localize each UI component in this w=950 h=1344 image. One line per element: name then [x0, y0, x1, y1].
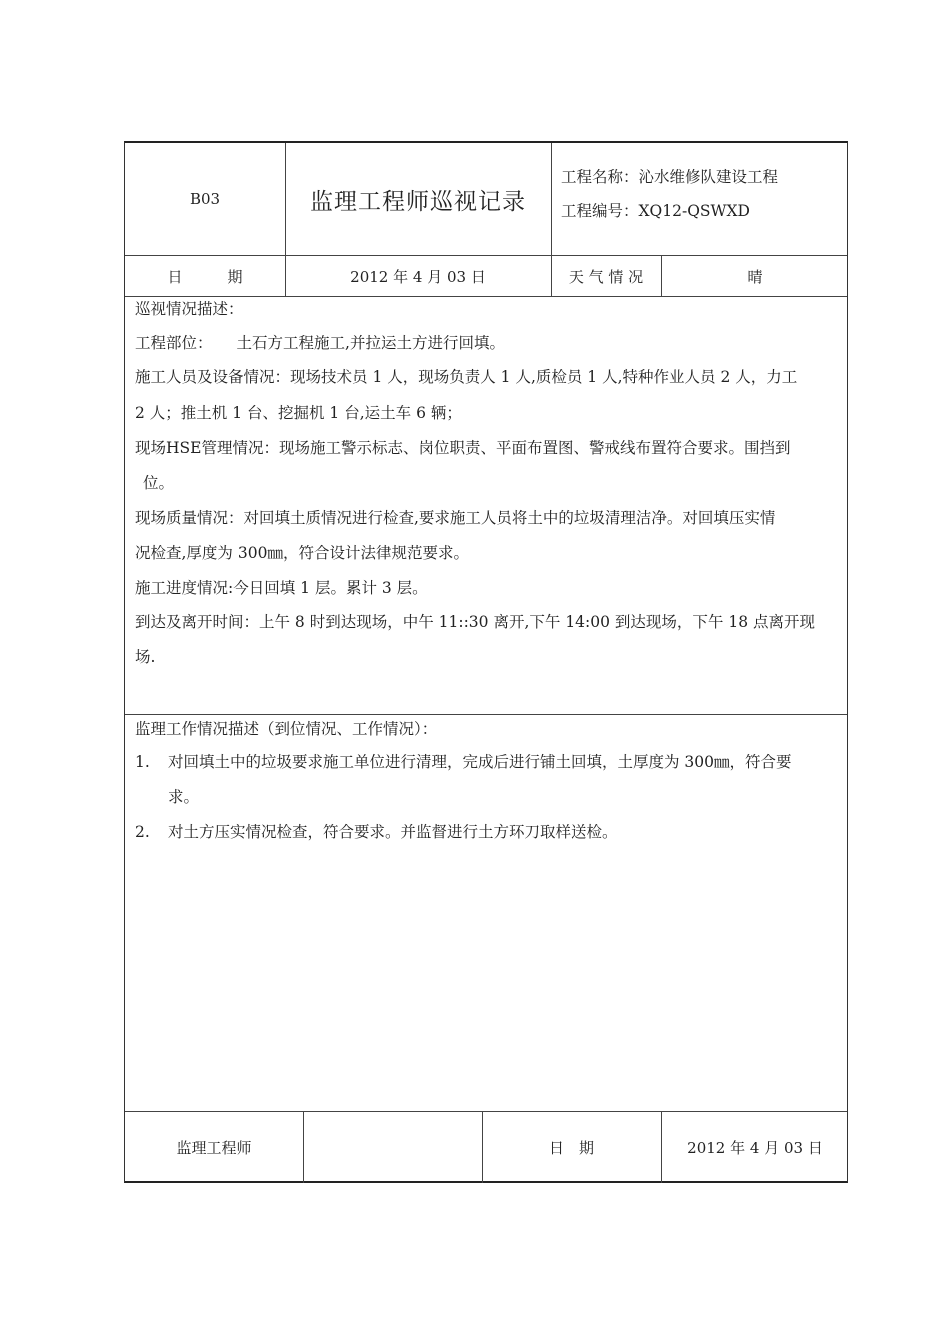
engineer-label: 监理工程师	[176, 1139, 252, 1157]
project-name: 沁水维修队建设工程	[638, 168, 779, 186]
project-no-line	[561, 199, 750, 221]
project-no-label: 工程编号：	[561, 202, 639, 220]
item-text: 对土方压实情况检查，符合要求。并监督进行土方环刀取样送检。	[168, 823, 618, 841]
page-title: 监理工程师巡视记录	[310, 188, 526, 215]
weather-value: 晴	[747, 268, 763, 286]
quality-line1: 现场质量情况：对回填土质情况进行检查,要求施工人员将土中的垃圾清理洁净。对回填压实情	[135, 509, 776, 527]
date-value: 2012 年 4 月 03 日	[350, 268, 486, 286]
engineer-signature-field[interactable]	[303, 1112, 482, 1183]
personnel-text: 现场技术员 1 人，现场负责人 1 人,质检员 1 人,特种作业人员 2 人，力工	[290, 368, 798, 386]
item-number: 2.	[135, 823, 150, 841]
personnel-line2: 2 人；推土机 1 台、挖掘机 1 台,运土车 6 辆；	[135, 404, 462, 422]
personnel-line1	[135, 360, 841, 395]
personnel-label: 施工人员及设备情况：	[135, 368, 291, 386]
project-name-label: 工程名称：	[561, 168, 639, 186]
supervision-heading: 监理工作情况描述（到位情况、工作情况）：	[135, 720, 438, 738]
hse-line1: 现场HSE管理情况：现场施工警示标志、岗位职责、平面布置图、警戒线布置符合要求。围挡到	[135, 439, 791, 457]
weather-label: 天 气 情 况	[568, 268, 644, 286]
time-line2: 场.	[135, 648, 156, 666]
item-text: 对回填土中的垃圾要求施工单位进行清理，完成后进行铺土回填，土厚度为 300㎜，符合要	[168, 753, 792, 771]
work-part-label: 工程部位：	[135, 334, 213, 352]
form-code: B03	[189, 190, 221, 208]
supervision-item	[135, 745, 841, 815]
project-name-line	[561, 165, 778, 187]
quality-line2: 况检查,厚度为 300㎜，符合设计法律规范要求。	[135, 544, 469, 562]
inspection-record-form	[124, 141, 848, 1183]
supervision-section	[125, 714, 849, 1111]
supervision-item	[135, 815, 841, 850]
date-label: 日 期	[167, 268, 243, 286]
project-no: XQ12-QSWXD	[638, 202, 750, 220]
item-number: 1.	[135, 753, 150, 771]
work-part-text: 土石方工程施工,并拉运土方进行回填。	[236, 334, 505, 352]
work-part-line	[135, 326, 841, 361]
time-line1: 到达及离开时间：上午 8 时到达现场，中午 11::30 离开,下午 14:00 到达现场，下午 18 点离开现	[135, 613, 815, 631]
project-info	[551, 143, 849, 255]
inspection-section	[125, 296, 849, 714]
progress-line: 施工进度情况:今日回填 1 层。累计 3 层。	[135, 579, 428, 597]
inspection-heading: 巡视情况描述：	[135, 300, 244, 318]
footer-date-value: 2012 年 4 月 03 日	[687, 1139, 823, 1157]
item-text-cont: 求。	[168, 788, 200, 806]
hse-line2: 位。	[143, 474, 175, 492]
footer-date-label: 日 期	[548, 1139, 594, 1157]
